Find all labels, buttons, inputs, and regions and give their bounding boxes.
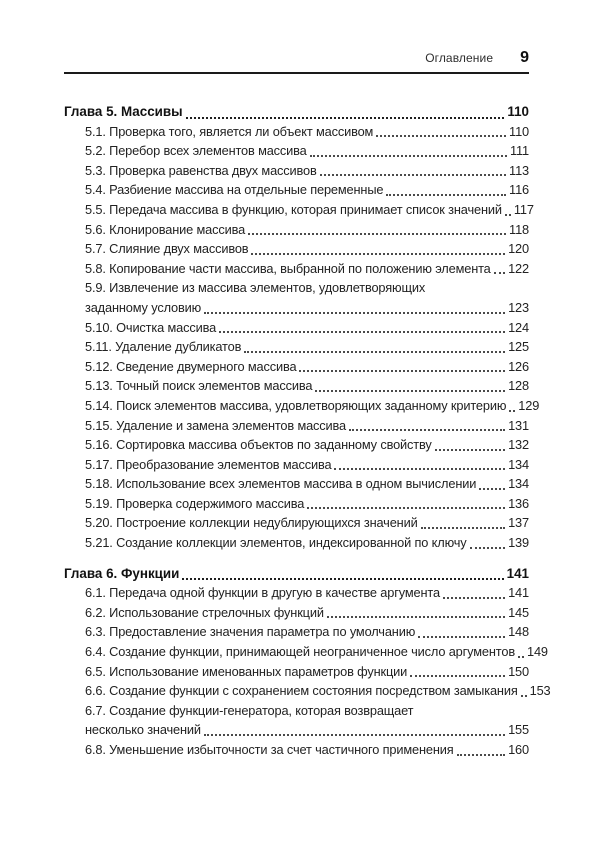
- dot-leader: [219, 331, 505, 333]
- dot-leader: [376, 135, 506, 137]
- toc-entry-title: 5.17. Преобразование элементов массива: [85, 456, 332, 472]
- toc-row: [64, 200, 534, 220]
- toc-row: [64, 720, 529, 740]
- toc-row: [64, 435, 529, 455]
- toc-row: [64, 455, 529, 475]
- toc-row: [64, 396, 540, 416]
- toc-entry: [64, 701, 529, 740]
- toc-page-number: 139: [508, 535, 529, 551]
- toc-row: [64, 416, 529, 436]
- toc-entry-continuation: заданному условию: [85, 299, 202, 315]
- dot-leader: [248, 233, 506, 235]
- toc-page-number: 118: [509, 221, 529, 237]
- toc-chapter-title: Глава 6. Функции: [64, 565, 180, 581]
- toc-row: [64, 102, 529, 122]
- toc-entry-title: 5.13. Точный поиск элементов массива: [85, 378, 313, 394]
- dot-leader: [204, 312, 505, 314]
- toc-page-number: 129: [518, 397, 540, 413]
- toc-page-number: 125: [508, 339, 529, 355]
- toc-row: [64, 259, 529, 279]
- toc-row: [64, 337, 529, 357]
- toc-entry-title: 5.12. Сведение двумерного массива: [85, 358, 297, 374]
- dot-leader: [182, 578, 503, 580]
- toc-row: [64, 642, 548, 662]
- toc-entry-title: 5.18. Использование всех элементов массива в одном вычислении: [85, 476, 477, 492]
- dot-leader: [186, 117, 505, 119]
- toc-page-number: 136: [508, 495, 529, 511]
- toc-page-number: 117: [513, 201, 534, 217]
- toc-page-number: 141: [508, 585, 529, 601]
- toc-page-number: 111: [509, 143, 529, 159]
- toc-entry-title: 5.14. Поиск элементов массива, удовлетворяющих заданному критерию: [85, 397, 507, 413]
- toc-entry-title: 5.5. Передача массива в функцию, которая принимает список значений: [85, 201, 502, 217]
- toc-row: [64, 533, 529, 553]
- toc-row: [64, 161, 529, 181]
- toc-page-number: 128: [508, 378, 529, 394]
- dot-leader: [251, 253, 505, 255]
- toc-chapter: [64, 564, 551, 760]
- page-header: [64, 0, 529, 67]
- toc-entry-title: 6.1. Передача одной функции в другую в качестве аргумента: [85, 585, 440, 601]
- folio-page-number: 9: [520, 49, 529, 66]
- toc-entry-title: 6.8. Уменьшение избыточности за счет частичного применения: [85, 742, 454, 757]
- dot-leader: [204, 734, 505, 736]
- dot-leader: [307, 507, 505, 509]
- toc-page-number: 110: [507, 104, 529, 119]
- toc-page-number: 145: [508, 604, 529, 620]
- toc-entry-title: 5.1. Проверка того, является ли объект массивом: [85, 123, 374, 139]
- toc-entry: [64, 278, 529, 317]
- toc-row: [64, 740, 529, 760]
- toc-row: [64, 681, 551, 701]
- toc-entry-title: 5.16. Сортировка массива объектов по заданному свойству: [85, 437, 432, 453]
- toc-entry-title: 6.7. Создание функции-генератора, которая возвращает: [85, 702, 414, 718]
- dot-leader: [315, 390, 505, 392]
- dot-leader: [334, 468, 505, 470]
- toc-page-number: 155: [508, 722, 529, 738]
- toc-page-number: 160: [508, 742, 529, 757]
- dot-leader: [327, 616, 505, 618]
- toc-chapter-title: Глава 5. Массивы: [64, 104, 183, 119]
- dot-leader: [505, 214, 511, 216]
- toc-entry-title: 5.20. Построение коллекции недублирующихся значений: [85, 515, 418, 531]
- dot-leader: [418, 636, 505, 638]
- toc-page-number: 141: [506, 565, 529, 581]
- dot-leader: [518, 656, 524, 658]
- toc-row: [64, 494, 529, 514]
- toc-row: [64, 474, 529, 494]
- dot-leader: [310, 155, 507, 157]
- toc-row: [64, 603, 529, 623]
- toc-page-number: 149: [526, 644, 548, 660]
- toc-row: [64, 357, 529, 377]
- toc-entry-title: 5.8. Копирование части массива, выбранной по положению элемента: [85, 260, 491, 276]
- toc-row: [64, 180, 529, 200]
- toc-entry-title: 5.4. Разбиение массива на отдельные переменные: [85, 182, 384, 198]
- toc-entry-title: 5.9. Извлечение из массива элементов, удовлетворяющих: [85, 280, 426, 296]
- toc-page-number: 134: [508, 456, 529, 472]
- toc-page-number: 134: [508, 476, 529, 492]
- toc-page-number: 116: [509, 182, 529, 198]
- toc-page-number: 124: [508, 319, 529, 335]
- toc-row: [64, 298, 529, 318]
- dot-leader: [470, 547, 506, 549]
- toc-entry-title: 6.5. Использование именованных параметров функции: [85, 663, 408, 679]
- toc-entry-title: 5.7. Слияние двух массивов: [85, 241, 249, 257]
- toc-row: [64, 220, 529, 240]
- toc-entry-title: 5.10. Очистка массива: [85, 319, 217, 335]
- dot-leader: [349, 429, 505, 431]
- dot-leader: [320, 174, 506, 176]
- toc-chapter: [64, 102, 540, 553]
- toc-page-number: 153: [529, 683, 551, 699]
- toc-row: [64, 513, 529, 533]
- toc-row: [64, 318, 529, 338]
- toc-entry-title: 6.6. Создание функции с сохранением состояния посредством замыкания: [85, 683, 518, 699]
- toc-page-number: 126: [508, 358, 529, 374]
- toc-row: [64, 239, 529, 259]
- toc-row: [64, 122, 529, 142]
- toc-entry-title: 6.3. Предоставление значения параметра по умолчанию: [85, 624, 416, 640]
- toc-row: [64, 141, 529, 161]
- toc-list: [64, 102, 551, 760]
- toc-entry-title: 6.2. Использование стрелочных функций: [85, 604, 324, 620]
- dot-leader: [521, 695, 527, 697]
- toc-entry-title: 5.3. Проверка равенства двух массивов: [85, 162, 317, 178]
- toc-page-number: 123: [508, 299, 529, 315]
- dot-leader: [299, 370, 505, 372]
- toc-page-number: 120: [508, 241, 529, 257]
- dot-leader: [479, 488, 505, 490]
- toc-row: [64, 583, 529, 603]
- toc-page-number: 131: [508, 417, 529, 433]
- toc-row: [64, 622, 529, 642]
- toc-page-number: 113: [509, 162, 529, 178]
- toc-entry-title: 5.15. Удаление и замена элементов массива: [85, 417, 347, 433]
- toc-row: [64, 662, 529, 682]
- toc-entry-title: 6.4. Создание функции, принимающей неограниченное число аргументов: [85, 644, 515, 660]
- toc-page-number: 132: [508, 437, 529, 453]
- toc-entry-title: 5.11. Удаление дубликатов: [85, 339, 242, 355]
- toc-page-number: 148: [508, 624, 529, 640]
- dot-leader: [435, 449, 505, 451]
- toc-entry-continuation: несколько значений: [85, 722, 201, 738]
- toc-entry-title: 5.6. Клонирование массива: [85, 221, 246, 237]
- toc-page-number: 150: [508, 663, 529, 679]
- toc-page-number: 122: [508, 260, 529, 276]
- dot-leader: [410, 675, 505, 677]
- toc-page-number: 110: [509, 123, 529, 139]
- toc-entry-title: 5.19. Проверка содержимого массива: [85, 495, 305, 511]
- dot-leader: [443, 597, 505, 599]
- toc-page-number: 137: [508, 515, 529, 531]
- dot-leader: [509, 410, 515, 412]
- running-title: Оглавление: [425, 51, 494, 65]
- toc-entry-title: 5.21. Создание коллекции элементов, индексированной по ключу: [85, 535, 467, 551]
- dot-leader: [457, 754, 506, 756]
- toc-row: [64, 564, 529, 584]
- dot-leader: [421, 527, 506, 529]
- dot-leader: [386, 194, 506, 196]
- header-rule: [64, 72, 529, 74]
- toc-row: [64, 376, 529, 396]
- dot-leader: [244, 351, 505, 353]
- dot-leader: [494, 272, 505, 274]
- toc-entry-title: 5.2. Перебор всех элементов массива: [85, 143, 307, 159]
